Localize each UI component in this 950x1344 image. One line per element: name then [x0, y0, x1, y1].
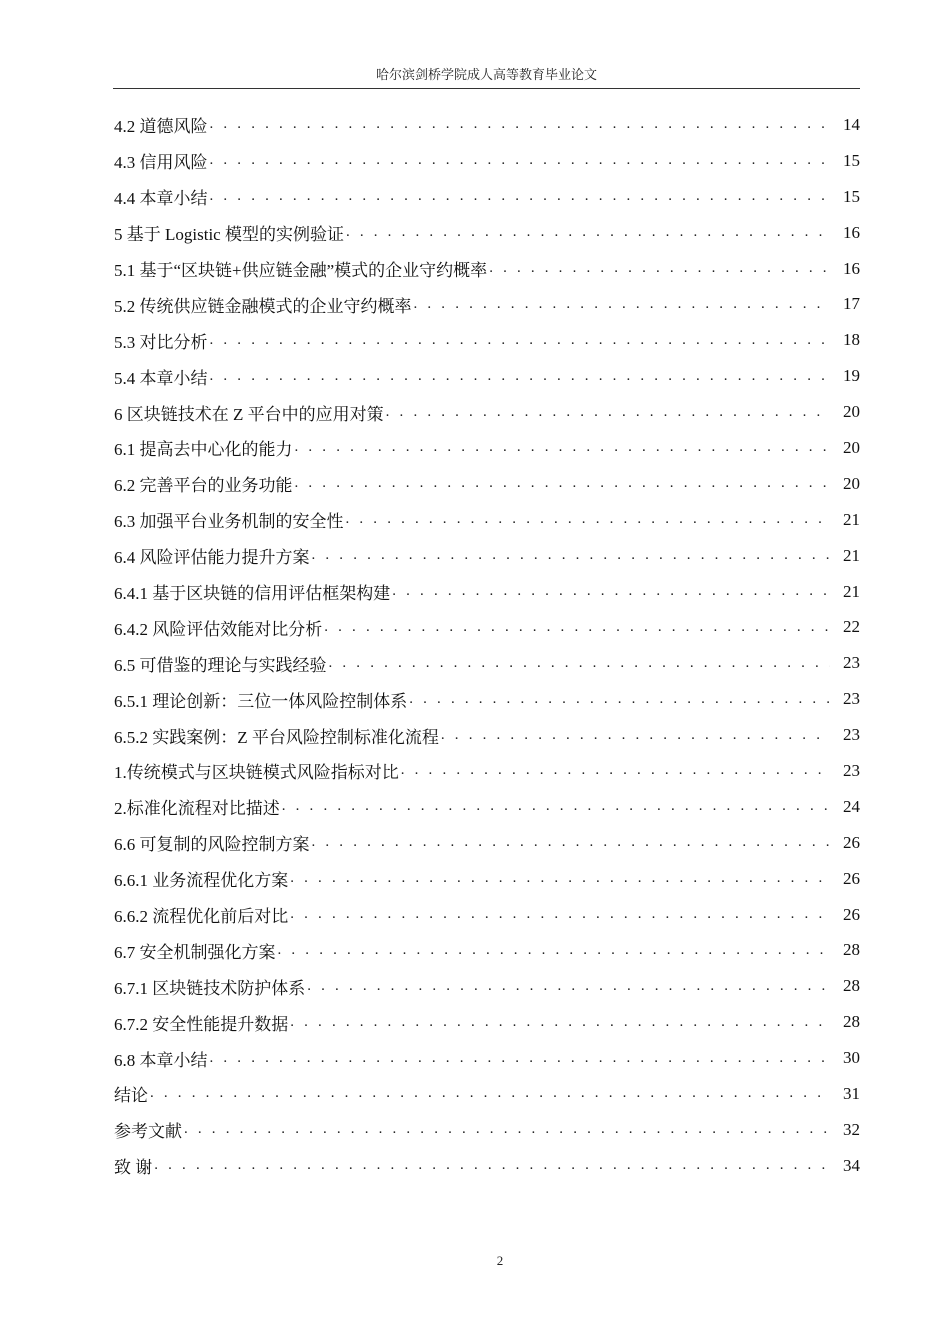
toc-dot-leader	[386, 404, 830, 421]
toc-entry[interactable]	[114, 1112, 860, 1148]
toc-entry[interactable]	[114, 215, 860, 251]
toc-entry-label: 6.7.1 区块链技术防护体系	[114, 978, 306, 998]
toc-entry[interactable]	[114, 1076, 860, 1112]
toc-entry-label: 6 区块链技术在 Z 平台中的应用对策	[114, 404, 384, 424]
toc-entry-page: 34	[843, 1155, 860, 1175]
toc-entry-page: 28	[843, 1012, 860, 1032]
toc-entry-label: 6.5.1 理论创新：三位一体风险控制体系	[114, 691, 408, 711]
toc-entry[interactable]	[114, 717, 860, 753]
toc-entry[interactable]	[114, 753, 860, 789]
toc-entry[interactable]	[114, 358, 860, 394]
toc-entry-page: 23	[843, 689, 860, 709]
toc-dot-leader	[282, 798, 830, 815]
page-footer	[0, 1253, 950, 1269]
toc-entry-page: 26	[843, 868, 860, 888]
toc-dot-leader	[312, 834, 831, 851]
toc-dot-leader	[409, 691, 830, 708]
toc-entry[interactable]	[114, 394, 860, 430]
toc-entry[interactable]	[114, 932, 860, 968]
toc-dot-leader	[312, 547, 831, 564]
toc-entry[interactable]	[114, 251, 860, 287]
toc-entry[interactable]	[114, 430, 860, 466]
toc-dot-leader	[441, 727, 830, 744]
toc-dot-leader	[290, 870, 830, 887]
toc-entry-label: 6.6.1 业务流程优化方案	[114, 871, 289, 891]
toc-entry-label: 6.4.2 风险评估效能对比分析	[114, 619, 323, 639]
toc-entry[interactable]	[114, 1040, 860, 1076]
toc-entry[interactable]	[114, 574, 860, 610]
toc-entry-label: 6.5.2 实践案例：Z 平台风险控制标准化流程	[114, 727, 439, 747]
toc-entry-label: 5 基于 Logistic 模型的实例验证	[114, 225, 344, 245]
toc-entry-label: 4.3 信用风险	[114, 153, 208, 173]
toc-entry-page: 26	[843, 832, 860, 852]
toc-entry-page: 15	[843, 186, 860, 206]
toc-entry[interactable]	[114, 609, 860, 645]
toc-entry[interactable]	[114, 322, 860, 358]
toc-entry[interactable]	[114, 968, 860, 1004]
toc-dot-leader	[295, 475, 831, 492]
toc-dot-leader	[210, 188, 831, 205]
toc-entry-page: 31	[843, 1083, 860, 1103]
toc-dot-leader	[295, 439, 831, 456]
toc-entry-page: 20	[843, 473, 860, 493]
toc-dot-leader	[346, 224, 830, 241]
toc-entry-page: 16	[843, 222, 860, 242]
toc-entry-label: 结论	[114, 1086, 148, 1106]
toc-entry[interactable]	[114, 645, 860, 681]
toc-dot-leader	[346, 511, 831, 528]
toc-entry[interactable]	[114, 1148, 860, 1184]
toc-dot-leader	[307, 978, 830, 995]
toc-entry-label: 1.传统模式与区块链模式风险指标对比	[114, 763, 399, 783]
toc-entry-page: 22	[843, 617, 860, 637]
toc-dot-leader	[290, 1014, 830, 1031]
toc-entry-page: 28	[843, 976, 860, 996]
toc-entry-page: 26	[843, 904, 860, 924]
toc-dot-leader	[392, 583, 830, 600]
toc-entry-label: 6.3 加强平台业务机制的安全性	[114, 512, 344, 532]
toc-entry-page: 14	[843, 114, 860, 134]
toc-entry[interactable]	[114, 143, 860, 179]
toc-entry[interactable]	[114, 789, 860, 825]
toc-entry[interactable]	[114, 1004, 860, 1040]
toc-entry-page: 20	[843, 402, 860, 422]
toc-entry-label: 6.2 完善平台的业务功能	[114, 476, 293, 496]
toc-entry-page: 18	[843, 330, 860, 350]
toc-dot-leader	[210, 368, 831, 385]
toc-entry-label: 参考文献	[114, 1122, 182, 1142]
toc-entry-page: 15	[843, 150, 860, 170]
toc-dot-leader	[150, 1085, 830, 1102]
toc-entry-label: 致 谢	[114, 1158, 153, 1178]
toc-entry-page: 21	[843, 509, 860, 529]
toc-entry-page: 23	[843, 653, 860, 673]
toc-entry-page: 17	[843, 294, 860, 314]
toc-entry-page: 20	[843, 437, 860, 457]
toc-entry-label: 6.4.1 基于区块链的信用评估框架构建	[114, 584, 391, 604]
toc-entry[interactable]	[114, 861, 860, 897]
toc-entry-page: 21	[843, 545, 860, 565]
toc-entry[interactable]	[114, 502, 860, 538]
toc-entry-label: 5.4 本章小结	[114, 368, 208, 388]
toc-dot-leader	[184, 1121, 830, 1138]
toc-entry-page: 21	[843, 581, 860, 601]
toc-entry[interactable]	[114, 107, 860, 143]
toc-dot-leader	[210, 116, 831, 133]
toc-dot-leader	[210, 1050, 831, 1067]
toc-dot-leader	[278, 942, 831, 959]
toc-entry-label: 6.5 可借鉴的理论与实践经验	[114, 655, 327, 675]
toc-dot-leader	[290, 906, 830, 923]
toc-dot-leader	[210, 332, 831, 349]
toc-entry-page: 28	[843, 940, 860, 960]
toc-entry[interactable]	[114, 825, 860, 861]
toc-dot-leader	[154, 1157, 830, 1174]
toc-dot-leader	[324, 619, 830, 636]
toc-entry-page: 16	[843, 258, 860, 278]
toc-entry-label: 2.标准化流程对比描述	[114, 799, 280, 819]
toc-entry-label: 4.4 本章小结	[114, 189, 208, 209]
toc-entry-page: 30	[843, 1048, 860, 1068]
table-of-contents	[114, 107, 860, 1184]
page-header	[113, 64, 860, 89]
toc-entry[interactable]	[114, 897, 860, 933]
toc-entry-label: 4.2 道德风险	[114, 117, 208, 137]
header-title: 哈尔滨剑桥学院成人高等教育毕业论文	[375, 67, 597, 82]
toc-entry-label: 6.7 安全机制强化方案	[114, 942, 276, 962]
toc-entry[interactable]	[114, 179, 860, 215]
toc-entry[interactable]	[114, 538, 860, 574]
toc-entry-label: 5.2 传统供应链金融模式的企业守约概率	[114, 296, 412, 316]
toc-dot-leader	[489, 260, 830, 277]
toc-entry-label: 5.3 对比分析	[114, 332, 208, 352]
toc-entry[interactable]	[114, 466, 860, 502]
toc-entry-label: 6.6.2 流程优化前后对比	[114, 907, 289, 927]
toc-dot-leader	[414, 296, 831, 313]
toc-entry-label: 6.8 本章小结	[114, 1050, 208, 1070]
toc-entry-page: 32	[843, 1119, 860, 1139]
toc-entry-label: 5.1 基于“区块链+供应链金融”模式的企业守约概率	[114, 261, 488, 280]
toc-entry[interactable]	[114, 286, 860, 322]
toc-dot-leader	[401, 762, 830, 779]
toc-dot-leader	[329, 655, 831, 672]
toc-entry-page: 24	[843, 796, 860, 816]
toc-entry-label: 6.7.2 安全性能提升数据	[114, 1014, 289, 1034]
toc-entry-label: 6.6 可复制的风险控制方案	[114, 835, 310, 855]
toc-dot-leader	[210, 152, 831, 169]
toc-entry[interactable]	[114, 681, 860, 717]
toc-entry-label: 6.1 提高去中心化的能力	[114, 440, 293, 460]
toc-entry-label: 6.4 风险评估能力提升方案	[114, 548, 310, 568]
toc-entry-page: 23	[843, 760, 860, 780]
toc-entry-page: 19	[843, 366, 860, 386]
toc-entry-page: 23	[843, 725, 860, 745]
page-number: 2	[496, 1253, 504, 1268]
